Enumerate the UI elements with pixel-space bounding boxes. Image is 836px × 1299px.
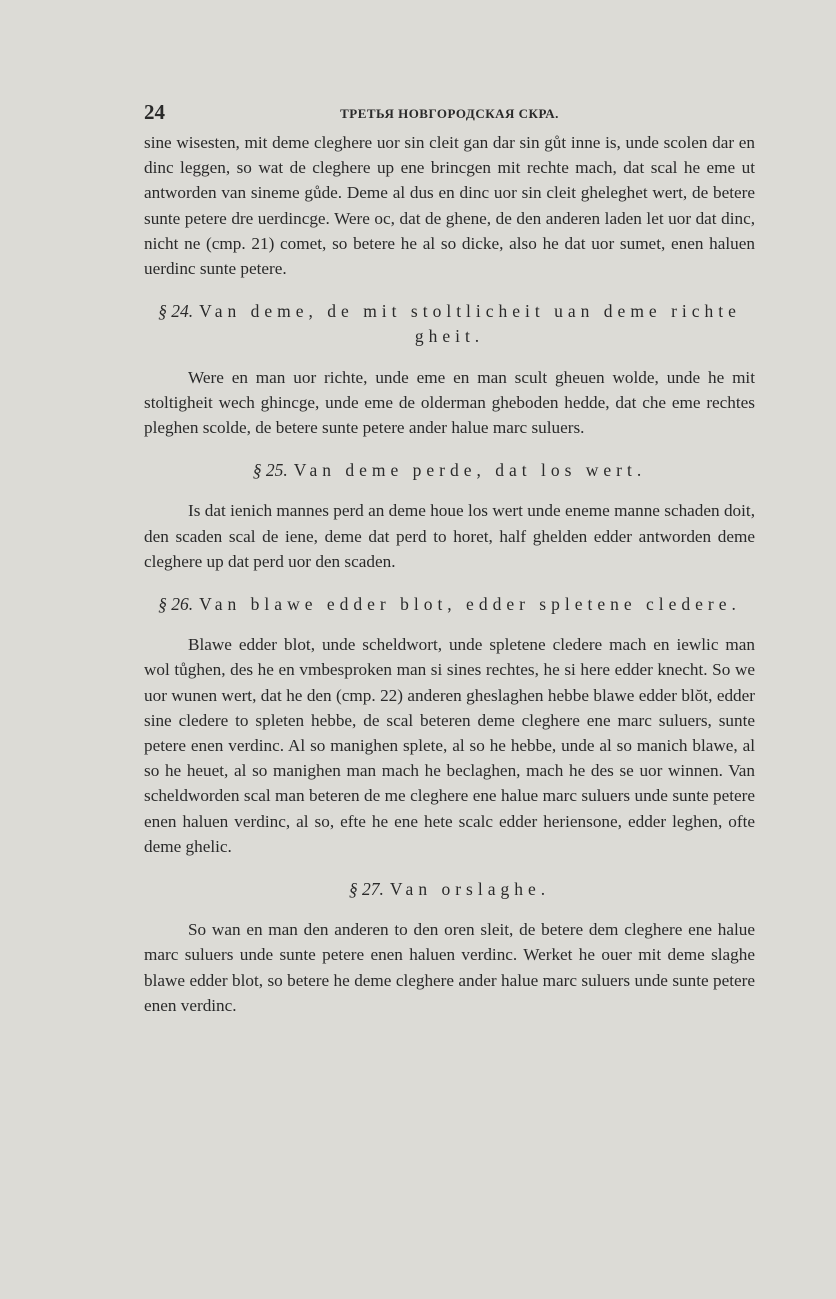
section-number: § 27. <box>348 879 384 900</box>
section-title: Van orslaghe. <box>389 879 551 900</box>
section-heading-27 <box>144 877 755 902</box>
running-title: ТРЕТЬЯ НОВГОРОДСКАЯ СКРА. <box>340 106 559 121</box>
section-number: § 24. <box>158 301 194 322</box>
paragraph-continuation: sine wisesten, mit deme cleghere uor sin cleit gan dar sin gůt inne is, unde scolen dar en dinc leggen, so wat de cleghere up ene brincgen mit rechte mach, dat scal he eme ut antworden van sineme gůde. Deme al dus en dinc uor sin cleit gheleghet wert, de betere sunte petere dre uerdincge. Were oc, dat de ghene, de den anderen laden let uor dat dinc, nicht ne (cmp. 21) comet, so betere he al so dicke, also he dat uor sumet, enen haluen uerdinc sunte petere. <box>144 133 755 279</box>
section-heading-26 <box>144 592 755 617</box>
section-heading-24 <box>144 299 755 349</box>
page-number: 24 <box>144 100 165 124</box>
paragraph-section-24: Were en man uor richte, unde eme en man scult gheuen wolde, unde he mit stoltigheit wech ghincge, unde eme de olderman gheboden hedde, dat che eme rechtes pleghen scolde, de betere sunte petere ander halue marc suluers. <box>144 367 755 438</box>
section-heading-25 <box>144 458 755 483</box>
page-content <box>144 100 755 1018</box>
page-header <box>144 100 755 130</box>
section-title: Van blawe edder blot, edder spletene cledere. <box>199 594 741 615</box>
paragraph-section-26: Blawe edder blot, unde scheldwort, unde spletene cledere mach en iewlic man wol tůghen, des he en vmbesproken man si sines rechtes, he si here edder knecht. So we uor wunen wert, dat he den (cmp. 22) anderen gheslaghen hebbe blawe edder blŏt, edder sine cledere to spleten hebbe, de scal beteren deme cleghere ene marc suluers, sunte petere enen verdinc. Al so manighen splete, al so he hebbe, unde al so manich blawe, al so he heuet, al so manighen man mach he beclaghen, mach he des se uor winnen. Van scheldworden scal man beteren de me cleghere ene halue marc suluers unde sunte petere enen haluen verdinc, al so, efte he ene hete scalc edder heriensone, edder leghen, ofte deme ghelic. <box>144 635 755 856</box>
paragraph-section-25: Is dat ienich mannes perd an deme houe los wert unde eneme manne schaden doit, den scaden scal de iene, deme dat perd to horet, half ghelden edder antworden deme cleghere up dat perd uor den scaden. <box>144 501 755 571</box>
section-number: § 25. <box>252 460 288 481</box>
section-title: Van deme perde, dat los wert. <box>293 460 647 481</box>
paragraph-section-27: So wan en man den anderen to den oren sleit, de betere dem cleghere ene halue marc suluers unde sunte petere enen haluen verdinc. Werket he ouer mit deme slaghe blawe edder blot, so betere he deme cleghere ander halue marc suluers unde sunte petere enen verdinc. <box>144 920 755 1015</box>
section-number: § 26. <box>158 594 194 615</box>
section-title: Van deme, de mit stoltlicheit uan deme richte gheit. <box>199 301 741 347</box>
